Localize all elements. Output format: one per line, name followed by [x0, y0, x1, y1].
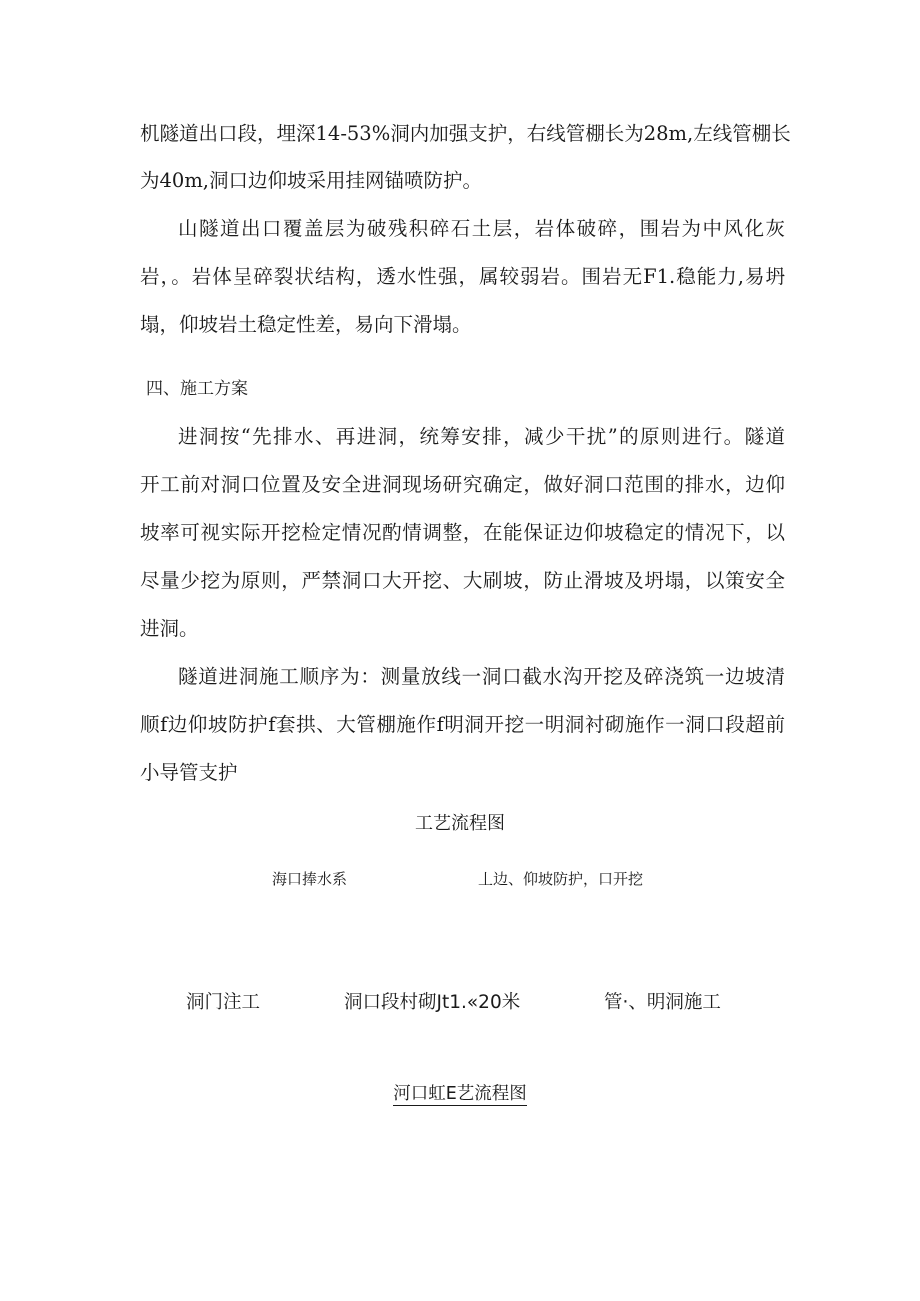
section-heading: 四、施工方案: [146, 379, 248, 399]
flowchart-node-open-cut: 管·、明洞施工: [604, 992, 721, 1013]
flowchart-node-portal: 洞门注工: [186, 992, 261, 1013]
flowchart-caption-text: 河口虹E艺流程图: [393, 1084, 527, 1104]
paragraph-3-line-3: 坡率可视实际开挖检定情况酌情调整，在能保证边仰坡稳定的情况下，以: [140, 521, 785, 544]
paragraph-3-line-2: 开工前对洞口位置及安全进洞现场研究确定，做好洞口范围的排水，边仰: [140, 473, 785, 496]
flowchart-caption: [0, 1083, 920, 1105]
paragraph-2-line-1: 山隧道出口覆盖层为破残积碎石土层，岩体破碎，围岩为中风化灰: [178, 217, 785, 240]
flowchart-title: 工艺流程图: [415, 813, 505, 834]
paragraph-1-line-2: 为40m,洞口边仰坡采用挂网锚喷防护。: [140, 169, 483, 192]
paragraph-3-line-1: 进洞按“先排水、再进洞，统筹安排，减少干扰”的原则进行。隧道: [178, 425, 785, 448]
paragraph-4-line-1: 隧道进洞施工顺序为：测量放线一洞口截水沟开挖及碎浇筑一边坡清: [178, 665, 785, 688]
flowchart-node-drainage: 海口捧水系: [272, 870, 348, 888]
paragraph-3-line-5: 进洞。: [140, 617, 199, 640]
paragraph-2-line-3: 塌，仰坡岩土稳定性差，易向下滑塌。: [140, 313, 472, 336]
paragraph-4-line-3: 小导管支护: [140, 761, 238, 784]
paragraph-2-line-2: 岩，。岩体呈碎裂状结构，透水性强，属较弱岩。围岩无F1.稳能力,易坍: [140, 265, 785, 288]
paragraph-1-line-1: 机隧道出口段，埋深14-53%洞内加强支护，右线管棚长为28m,左线管棚长: [140, 122, 791, 145]
paragraph-4-line-2: 顺f边仰坡防护f套拱、大管棚施作f明洞开挖一明洞衬砌施作一洞口段超前: [140, 713, 785, 736]
paragraph-3-line-4: 尽量少挖为原则，严禁洞口大开挖、大刷坡，防止滑坡及坍塌，以策安全: [140, 569, 785, 592]
flowchart-node-slope-protection: 丄边、仰坡防护，口开挖: [478, 870, 644, 888]
flowchart-node-lining: 洞口段村砌Jt1.«20米: [344, 992, 521, 1013]
